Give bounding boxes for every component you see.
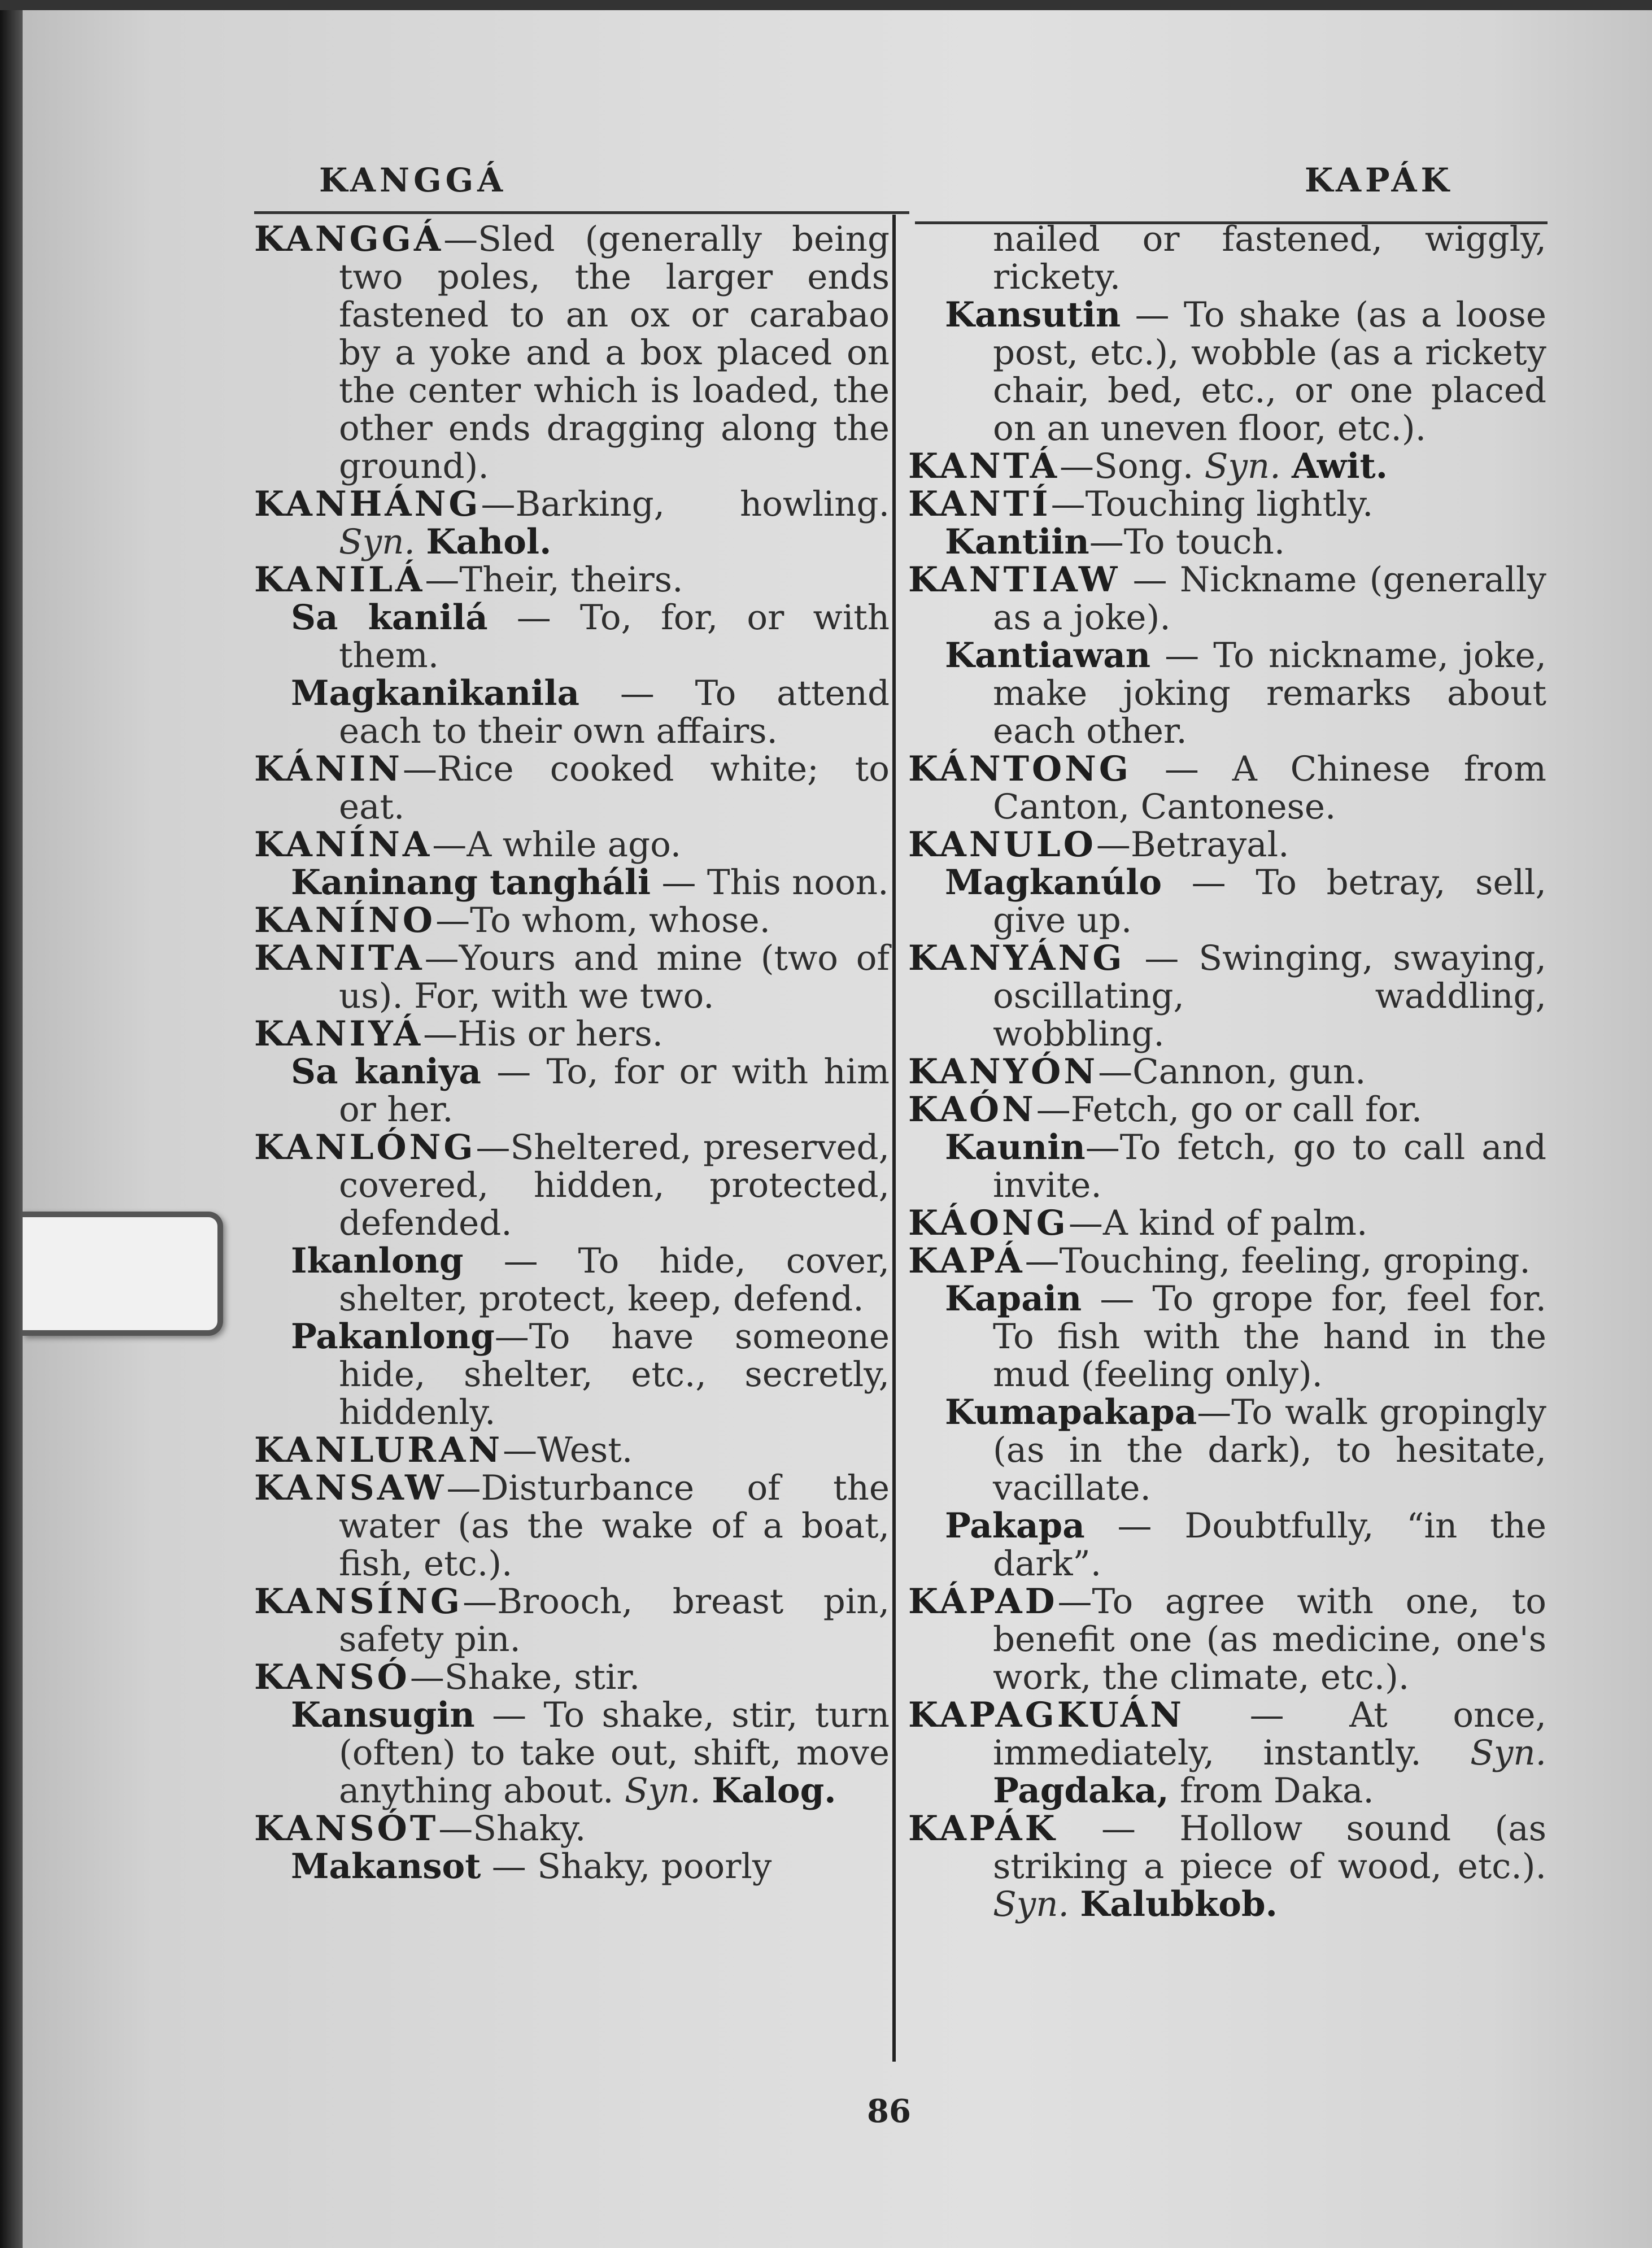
headword: Kantiin [945,522,1089,562]
headword: Sa kanilá [291,598,488,638]
dictionary-entry [254,1015,890,1053]
dictionary-entry [908,561,1546,637]
definition: Barking, howling. [515,484,890,524]
headword: KANITA [254,938,425,978]
dictionary-subentry [908,1507,1546,1583]
dictionary-entry [254,1431,890,1469]
definition: Swinging, swaying, oscillating, waddling, wobbling. [993,938,1546,1054]
definition: Disturbance of the water (as the wake of a boat, fish, etc.). [339,1468,890,1584]
dictionary-entry [908,1583,1546,1696]
synonym-label: Syn. [1204,446,1281,486]
page-top-edge [0,0,1652,10]
column-divider [892,215,896,2062]
headword: KANLÓNG [254,1127,476,1167]
definition: Shake, stir. [444,1657,640,1697]
definition: A while ago. [467,825,682,865]
definition: To attend each to their own affairs. [339,673,890,751]
entry-dash: — [481,484,516,524]
headword: KANSAW [254,1468,447,1508]
entry-dash: — [1150,635,1214,676]
entry-dash: — [409,1657,444,1697]
entry-dash: — [1051,484,1086,524]
dictionary-entry [908,1053,1546,1091]
dictionary-subentry [254,599,890,674]
synonym-label: Syn. [1470,1733,1546,1773]
definition: Brooch, breast pin, safety pin. [339,1582,890,1659]
headword: KAPÁ [908,1241,1025,1281]
headword: KANGGÁ [254,219,444,259]
definition: Doubtfully, “in the dark”. [993,1506,1546,1584]
dictionary-entry [254,826,890,864]
headword: Pakapa [945,1506,1085,1546]
headword: KANÍNO [254,900,436,940]
headword: KANYÁNG [908,938,1125,978]
definition: To nickname, joke, make joking remarks about each other. [993,635,1546,751]
definition: West. [537,1430,633,1470]
headword: KANSÍNG [254,1582,463,1622]
entry-dash: — [438,1809,473,1849]
headword: KÁONG [908,1203,1069,1243]
synonym-word: Kalog. [712,1771,836,1811]
definition: At once, immediately, instantly. [993,1695,1546,1773]
dictionary-subentry [254,674,890,750]
dictionary-entry [908,485,1546,523]
definition: Touching, feeling, groping. [1059,1241,1531,1281]
definition: To shake (as a loose post, etc.), wobble (as a rickety chair, bed, etc., or one placed on an uneven floor, etc.). [993,295,1547,448]
headword: Sa kaniya [291,1052,481,1092]
headword: KANTÍ [908,484,1051,524]
definition: To hide, cover, shelter, protect, keep, defend. [339,1241,890,1319]
dictionary-subentry [254,864,890,901]
headword: KÁNTONG [908,749,1132,789]
headword: Ikanlong [291,1241,464,1281]
guide-word-right: KAPÁK [1305,161,1453,199]
dictionary-entry [908,750,1546,826]
definition: To have someone hide, shelter, etc., secretly, hiddenly. [339,1317,890,1432]
dictionary-entry [254,1129,890,1242]
entry-dash: — [651,862,707,903]
definition: Their, theirs. [459,560,683,600]
definition: To betray, sell, give up. [993,862,1546,940]
dictionary-subentry [908,864,1546,939]
headword: Makansot [291,1846,481,1887]
synonym-source: from Daka. [1169,1771,1374,1811]
headword: Magkanúlo [945,862,1162,903]
entry-dash: — [1057,1809,1180,1849]
dictionary-entry [254,1810,890,1848]
dictionary-subentry [908,637,1546,750]
entry-dash: — [1184,1695,1350,1735]
definition: Fetch, go or call for. [1070,1090,1423,1130]
definition: To shake, stir, turn (often) to take out, shift, move anything about. [339,1695,890,1811]
synonym-word: Kahol. [426,522,552,562]
headword: Kumapakapa [945,1392,1197,1432]
definition: Shaky. [473,1809,586,1849]
headword: Kaunin [945,1127,1086,1167]
definition: Betrayal. [1130,825,1289,865]
headword: Kaninang tangháli [291,862,651,903]
headword: Pakanlong [291,1317,495,1357]
headword: Magkanikanila [291,673,580,713]
headword: KANSÓ [254,1657,410,1697]
dictionary-subentry [254,1696,890,1810]
dictionary-entry [908,939,1546,1053]
entry-dash: — [1098,1052,1133,1092]
entry-dash: — [1120,560,1180,600]
entry-dash: — [481,1052,547,1092]
definition: Shaky, poorly [537,1846,772,1887]
dictionary-entry [254,561,890,599]
definition: Cannon, gun. [1132,1052,1366,1092]
page-tab-marker [23,1212,223,1336]
headword: Kantiawan [945,635,1151,676]
dictionary-entry [254,750,890,826]
headword: KANULO [908,825,1096,865]
dictionary-subentry [254,1242,890,1318]
synonym-label: Syn. [339,522,415,562]
headword: KÁPAD [908,1582,1058,1622]
headword: KANIYÁ [254,1014,424,1054]
entry-dash: — [463,1241,578,1281]
definition: To grope for, feel for. To fish with the hand in the mud (feeling only). [993,1279,1547,1395]
entry-dash: — [494,1317,529,1357]
entry-dash: — [463,1582,498,1622]
dictionary-entry [254,1469,890,1583]
entry-dash: — [432,825,467,865]
dictionary-entry [908,447,1546,485]
entry-dash: — [1084,1506,1185,1546]
definition: To fetch, go to call and invite. [993,1127,1546,1205]
entry-dash: — [424,938,459,978]
dictionary-subentry [908,1129,1546,1204]
synonym-word: Kalubkob. [1080,1884,1278,1924]
dictionary-entry [908,1091,1546,1129]
entry-continuation [908,220,1546,296]
definition: nailed or fastened, wiggly, rickety. [993,219,1546,297]
dictionary-entry [254,1583,890,1658]
definition: Sled (generally being two poles, the larger ends fastened to an ox or carabao by a yoke and a box placed on the center which is loaded, the other ends dragging along the ground). [339,219,890,486]
entry-dash: — [1131,749,1232,789]
definition: Hollow sound (as striking a piece of wood, etc.). [993,1809,1546,1887]
definition: To, for, or with them. [339,598,890,676]
entry-dash: — [481,1846,538,1887]
definition: To agree with one, to benefit one (as medicine, one's work, the climate, etc.). [993,1582,1546,1697]
definition: Nickname (generally as a joke). [993,560,1547,638]
entry-dash: — [1085,1127,1120,1167]
definition: Touching lightly. [1085,484,1374,524]
entry-dash: — [487,598,580,638]
dictionary-entry [254,220,890,485]
definition: To, for or with him or her. [339,1052,890,1130]
headword: KANTÁ [908,446,1060,486]
entry-dash: — [579,673,695,713]
definition: To touch. [1123,522,1285,562]
left-column [254,220,890,1885]
headword: KANSÓT [254,1809,439,1849]
entry-dash: — [503,1430,538,1470]
entry-dash: — [402,749,437,789]
guide-word-left: KANGGÁ [319,161,507,199]
dictionary-entry [908,1696,1546,1810]
synonym-label: Syn. [993,1884,1069,1924]
entry-dash: — [1057,1582,1092,1622]
entry-dash: — [425,560,460,600]
definition: Yours and mine (two of us). For, with we two. [339,938,890,1016]
book-spine [0,0,23,2248]
headword: KANILÁ [254,560,425,600]
headword: KAPAGKUÁN [908,1695,1184,1735]
headword: KANLURAN [254,1430,503,1470]
entry-dash: — [1121,295,1184,335]
definition: Rice cooked white; to eat. [339,749,890,827]
synonym-word: Pagdaka, [993,1771,1169,1811]
definition: To whom, whose. [470,900,770,940]
dictionary-entry [254,901,890,939]
headword: KÁNIN [254,749,403,789]
dictionary-subentry [908,523,1546,561]
entry-dash: — [1025,1241,1060,1281]
headword: Kansutin [945,295,1121,335]
definition: This noon. [707,862,889,903]
headword: KANÍNA [254,825,433,865]
entry-dash: — [1060,446,1095,486]
dictionary-subentry [254,1053,890,1129]
right-column [908,220,1546,1923]
entry-dash: — [1124,938,1199,978]
dictionary-entry [908,1242,1546,1280]
entry-dash: — [474,1695,544,1735]
dictionary-subentry [254,1848,890,1885]
dictionary-entry [254,485,890,561]
dictionary-entry [254,939,890,1015]
entry-dash: — [1089,522,1124,562]
page-number: 86 [867,2093,911,2130]
entry-dash: — [1068,1203,1103,1243]
headword: Kansugin [291,1695,475,1735]
entry-dash: — [443,219,478,259]
definition: His or hers. [457,1014,664,1054]
dictionary-subentry [908,1393,1546,1507]
definition: A kind of palm. [1102,1203,1368,1243]
synonym-word: Awit. [1292,446,1388,486]
entry-dash: — [446,1468,481,1508]
entry-dash: — [1082,1279,1153,1319]
definition: Sheltered, preserved, covered, hidden, protected, defended. [339,1127,890,1243]
entry-dash: — [1162,862,1256,903]
definition: A Chinese from Canton, Cantonese. [993,749,1546,827]
entry-dash: — [1036,1090,1071,1130]
headword: KANYÓN [908,1052,1099,1092]
dictionary-entry [254,1658,890,1696]
dictionary-entry [908,1810,1546,1923]
header-rule-left [254,211,909,214]
entry-dash: — [1197,1392,1232,1432]
dictionary-subentry [254,1318,890,1431]
definition: To walk gropingly (as in the dark), to hesitate, vacillate. [993,1392,1546,1508]
headword: KAÓN [908,1090,1036,1130]
headword: KANTIAW [908,560,1121,600]
dictionary-entry [908,1204,1546,1242]
entry-dash: — [435,900,470,940]
headword: Kapain [945,1279,1082,1319]
synonym-label: Syn. [624,1771,701,1811]
book-page [23,0,1652,2248]
headword: KAPÁK [908,1809,1058,1849]
definition: Song. [1094,446,1205,486]
entry-dash: — [1096,825,1131,865]
entry-dash: — [423,1014,458,1054]
headword: KANHÁNG [254,484,481,524]
dictionary-subentry [908,1280,1546,1393]
dictionary-subentry [908,296,1546,447]
entry-dash: — [476,1127,511,1167]
dictionary-entry [908,826,1546,864]
